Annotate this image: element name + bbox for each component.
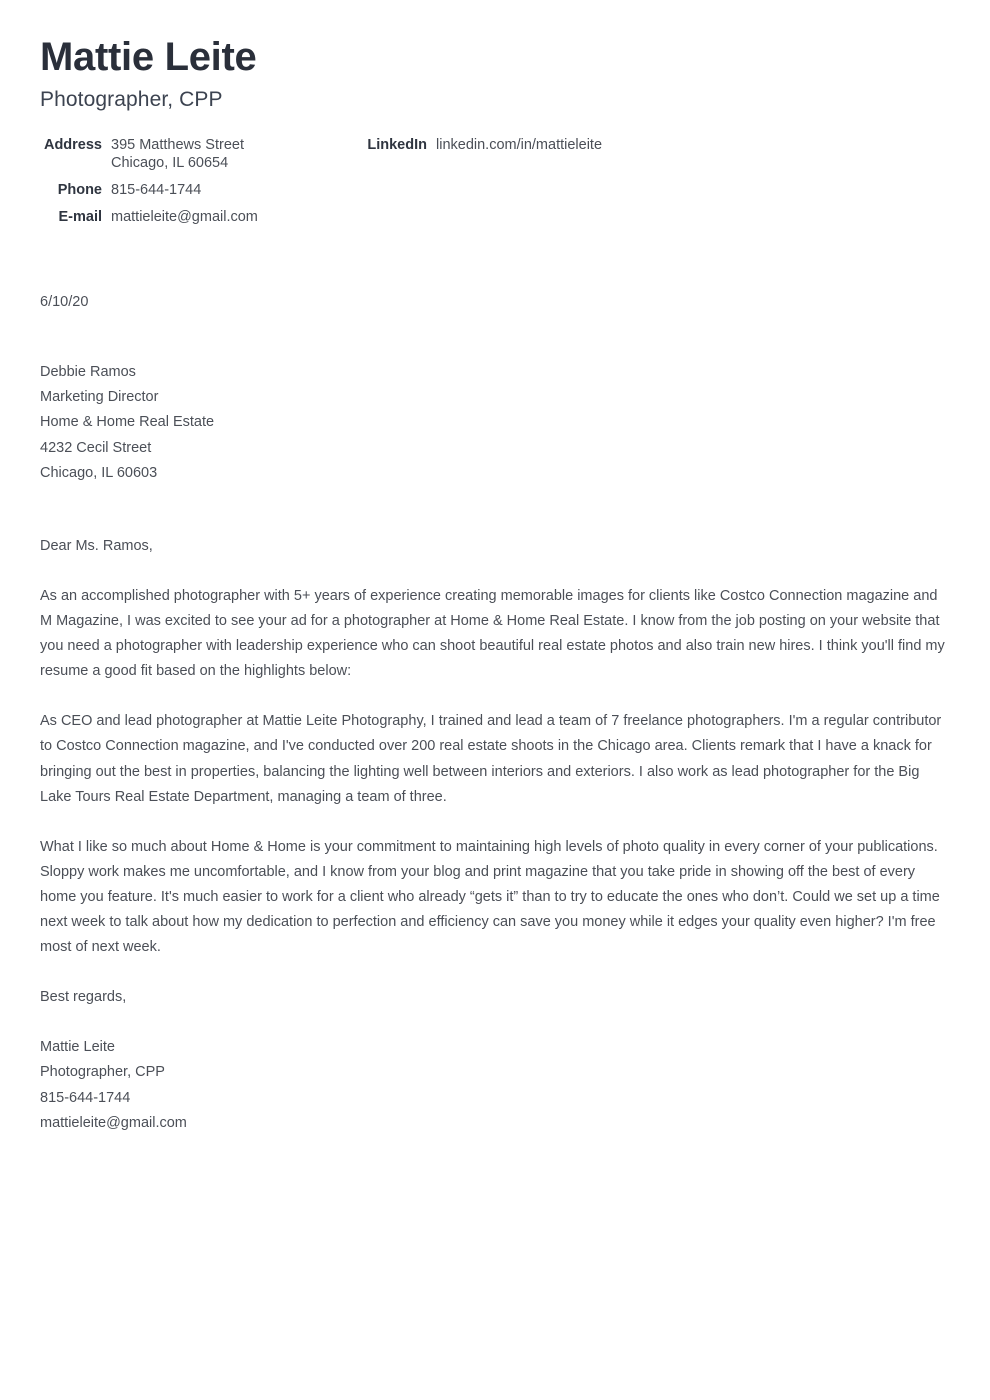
recipient-title: Marketing Director bbox=[40, 389, 159, 406]
letter-paragraph-3: What I like so much about Home & Home is your commitment to maintaining high levels of photo quality in every corner of your publications. Sloppy work makes me uncomfortable, and I know from your blog and print magazine that you take pride in showing off the best of every home you feature. It's much easier to work for a client who already “gets it” than to try to educate the ones who don’t. Could we set up a time next week to talk about how my dedication to perfection and efficiency can save you money while it edges your quality even higher? I'm free most of next week. bbox=[40, 838, 940, 956]
signature-name: Mattie Leite bbox=[40, 1039, 115, 1056]
contact-value-address-street: 395 Matthews Street bbox=[111, 137, 244, 153]
letter-salutation: Dear Ms. Ramos, bbox=[40, 538, 153, 555]
contact-row-address bbox=[40, 137, 370, 153]
contact-row-phone bbox=[40, 182, 370, 198]
contact-column-left bbox=[40, 137, 370, 236]
contact-row-email bbox=[40, 209, 370, 225]
applicant-name: Mattie Leite bbox=[40, 35, 257, 79]
letter-closing: Best regards, bbox=[40, 989, 127, 1006]
contact-value-email[interactable]: mattieleite@gmail.com bbox=[111, 209, 258, 225]
signature-phone: 815-644-1744 bbox=[40, 1089, 131, 1106]
contact-label-email: E-mail bbox=[58, 209, 102, 225]
contact-details bbox=[40, 137, 950, 253]
letter-paragraph-2: As CEO and lead photographer at Mattie Leite Photography, I trained and lead a team of 7 freelance photographers. I'm a regular contributor to Costco Connection magazine, and I've conducted over 200 real estate shoots in the Chicago area. Clients remark that I have a knack for bringing out the best in properties, balancing the lighting well between interiors and exteriors. I also work as lead photographer for the Big Lake Tours Real Estate Department, managing a team of three. bbox=[40, 713, 942, 805]
contact-value-phone: 815-644-1744 bbox=[111, 182, 202, 198]
signature-title: Photographer, CPP bbox=[40, 1064, 165, 1081]
contact-row-linkedin bbox=[365, 137, 865, 153]
contact-label-linkedin: LinkedIn bbox=[367, 137, 427, 153]
contact-row-address-city bbox=[40, 155, 370, 171]
contact-value-address-city: Chicago, IL 60654 bbox=[111, 155, 229, 171]
recipient-name: Debbie Ramos bbox=[40, 364, 136, 380]
contact-column-right bbox=[365, 137, 865, 164]
letter-paragraph-1: As an accomplished photographer with 5+ years of experience creating memorable images for clients like Costco Connection magazine and M Magazine, I was excited to see your ad for a photographer at Home & Home Real Estate. I know from the job posting on your website that you need a photographer with leadership experience who can shoot beautiful real estate photos and also train new hires. I think you'll find my resume a good fit based on the highlights below: bbox=[40, 588, 945, 680]
contact-value-linkedin[interactable]: linkedin.com/in/mattieleite bbox=[436, 137, 603, 153]
contact-label-address: Address bbox=[43, 137, 102, 153]
signature-email[interactable]: mattieleite@gmail.com bbox=[40, 1114, 187, 1131]
applicant-job-title: Photographer, CPP bbox=[40, 88, 223, 111]
contact-label-phone: Phone bbox=[57, 182, 102, 198]
letter-date: 6/10/20 bbox=[40, 294, 89, 310]
recipient-city: Chicago, IL 60603 bbox=[40, 464, 158, 481]
recipient-company: Home & Home Real Estate bbox=[40, 414, 215, 431]
recipient-address-block bbox=[40, 360, 950, 486]
letter-header bbox=[40, 0, 950, 112]
signature-block bbox=[40, 1035, 950, 1136]
recipient-street: 4232 Cecil Street bbox=[40, 439, 152, 456]
letter-content bbox=[40, 0, 950, 1136]
